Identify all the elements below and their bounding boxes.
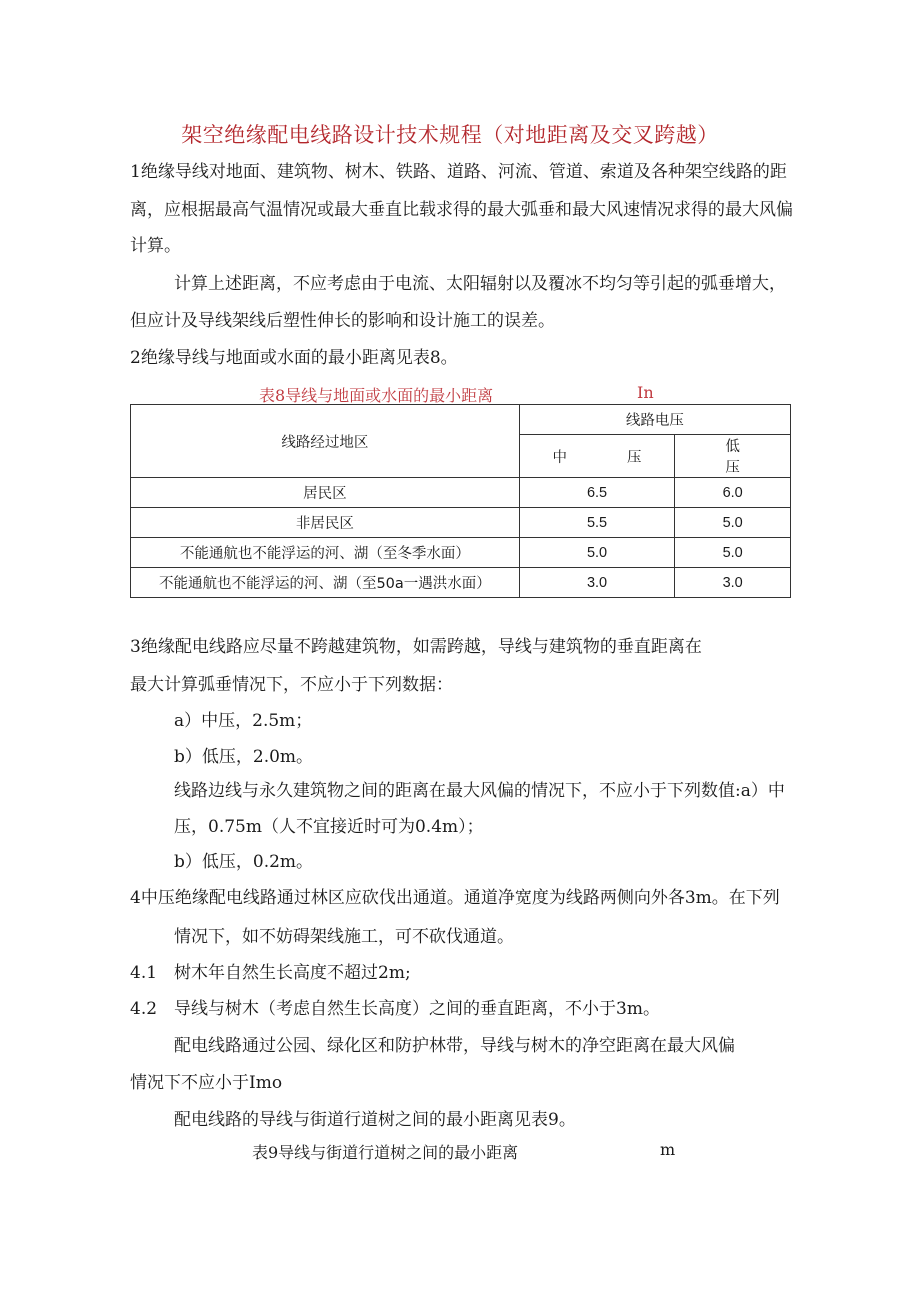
para-6-line-2: 情况下，如不妨碍架线施工，可不砍伐通道。 xyxy=(174,927,514,947)
cell-mid: 5.5 xyxy=(519,508,675,538)
para-2-line-1: 计算上述距离，不应考虑由于电流、太阳辐射以及覆冰不均匀等引起的弧垂增大， xyxy=(174,274,786,294)
table-row xyxy=(131,538,791,568)
para-7-line-2: 情况下不应小于Imo xyxy=(130,1073,283,1093)
cell-low: 3.0 xyxy=(675,568,791,598)
page-title: 架空绝缘配电线路设计技术规程（对地距离及交叉跨越） xyxy=(181,123,719,147)
para-4-line-1: 3绝缘配电线路应尽量不跨越建筑物，如需跨越，导线与建筑物的垂直距离在 xyxy=(130,637,702,657)
cell-mid: 3.0 xyxy=(519,568,675,598)
table-8-caption: 表8导线与地面或水面的最小距离 xyxy=(259,386,494,405)
table-row xyxy=(131,508,791,538)
cell-low: 5.0 xyxy=(675,538,791,568)
para-1-line-3: 计算。 xyxy=(130,236,181,256)
para-6-line-1: 4中压绝缘配电线路通过林区应砍伐出通道。通道净宽度为线路两侧向外各3m。在下列 xyxy=(130,888,780,908)
para-4-line-2: 最大计算弧垂情况下，不应小于下列数据： xyxy=(130,675,453,695)
item-b: b）低压，2.0m。 xyxy=(174,747,314,767)
item-4-2: 4.2 导线与树木（考虑自然生长高度）之间的垂直距离，不小于3m。 xyxy=(130,999,660,1019)
header-mid xyxy=(519,435,702,478)
header-voltage: 线路电压 xyxy=(519,405,790,435)
header-mid-label: 中压 xyxy=(552,449,702,466)
cell-area: 不能通航也不能浮运的河、湖（至50a一遇洪水面） xyxy=(131,568,520,598)
table-9-caption: 表9导线与街道行道树之间的最小距离 xyxy=(252,1143,519,1162)
para-5-line-2: 压，0.75m（人不宜接近时可为0.4m）； xyxy=(174,817,484,837)
cell-low: 5.0 xyxy=(675,508,791,538)
cell-mid: 6.5 xyxy=(519,478,675,508)
table-9-unit: m xyxy=(660,1140,676,1159)
item-a: a）中压，2.5m； xyxy=(174,711,313,731)
cell-mid: 5.0 xyxy=(519,538,675,568)
cell-low: 6.0 xyxy=(675,478,791,508)
table-row xyxy=(131,568,791,598)
table-8 xyxy=(130,404,800,598)
para-5-line-1: 线路边线与永久建筑物之间的距离在最大风偏的情况下，不应小于下列数值:a）中 xyxy=(174,781,785,801)
cell-area: 不能通航也不能浮运的河、湖（至冬季水面） xyxy=(131,538,520,568)
para-8: 配电线路的导线与街道行道树之间的最小距离见表9。 xyxy=(174,1110,576,1130)
table-8-unit: In xyxy=(637,383,654,402)
para-1-line-2: 离，应根据最高气温情况或最大垂直比载求得的最大弧垂和最大风速情况求得的最大风偏 xyxy=(130,200,793,220)
header-area: 线路经过地区 xyxy=(131,405,520,478)
table-row xyxy=(131,478,791,508)
para-1-line-1: 1绝缘导线对地面、建筑物、树木、铁路、道路、河流、管道、索道及各种架空线路的距 xyxy=(130,162,787,182)
para-7-line-1: 配电线路通过公园、绿化区和防护林带，导线与树木的净空距离在最大风偏 xyxy=(174,1036,735,1056)
item-b2: b）低压，0.2m。 xyxy=(174,852,314,872)
para-2-line-2: 但应计及导线架线后塑性伸长的影响和设计施工的误差。 xyxy=(130,311,555,331)
cell-area: 居民区 xyxy=(131,478,520,508)
header-low-label: 低压 xyxy=(725,439,800,476)
item-4-1: 4.1 树木年自然生长高度不超过2m; xyxy=(130,963,411,983)
para-3: 2绝缘导线与地面或水面的最小距离见表8。 xyxy=(130,348,458,368)
cell-area: 非居民区 xyxy=(131,508,520,538)
